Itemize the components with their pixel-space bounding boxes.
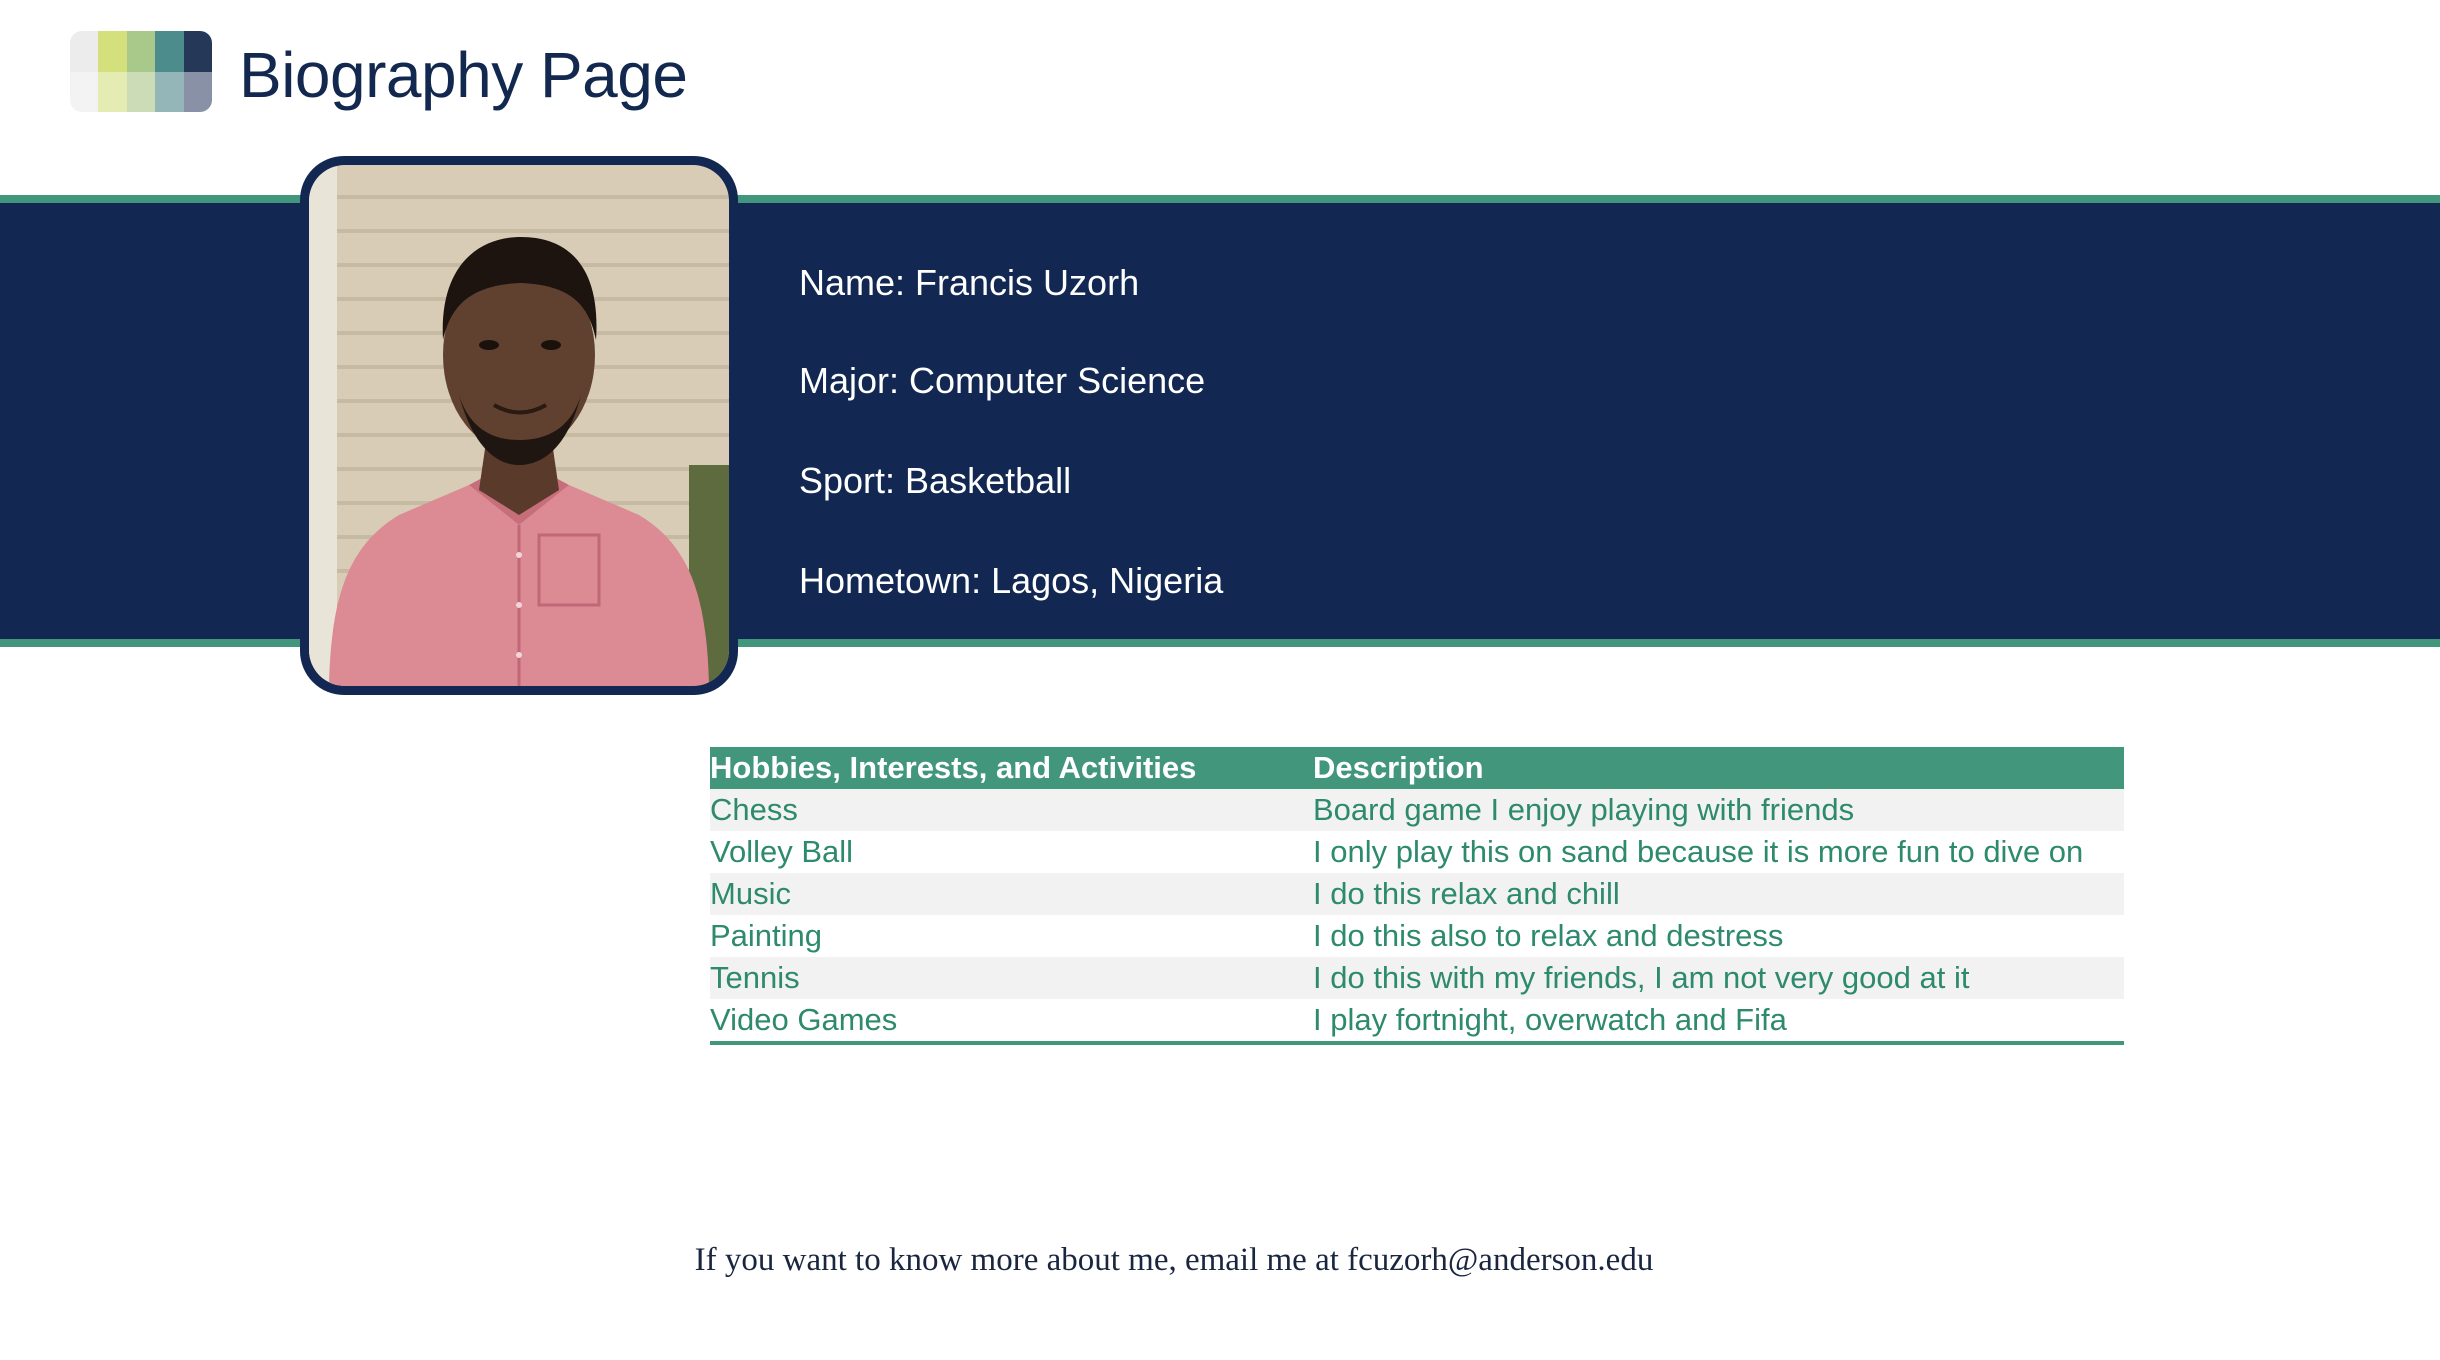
table-row	[710, 999, 2124, 1043]
description-cell: I do this with my friends, I am not very good at it	[1313, 957, 2124, 999]
hobby-cell: Volley Ball	[710, 831, 1313, 873]
hobbies-table	[710, 747, 2124, 1045]
bio-name: Name: Francis Uzorh	[799, 262, 1140, 303]
hobby-cell: Video Games	[710, 999, 1313, 1043]
profile-photo	[309, 165, 729, 686]
logo-cell	[127, 72, 155, 113]
logo-cell	[155, 31, 183, 72]
hobby-cell: Music	[710, 873, 1313, 915]
table-row	[710, 957, 2124, 999]
description-cell: I do this relax and chill	[1313, 873, 2124, 915]
table-row	[710, 789, 2124, 831]
logo-cell	[184, 72, 212, 113]
logo-cell	[98, 31, 126, 72]
hobby-cell: Painting	[710, 915, 1313, 957]
header-hobbies: Hobbies, Interests, and Activities	[710, 747, 1313, 789]
table-row	[710, 831, 2124, 873]
hobby-cell: Tennis	[710, 957, 1313, 999]
table-header-row	[710, 747, 2124, 789]
bio-major: Major: Computer Science	[799, 360, 1206, 401]
logo-cell	[184, 31, 212, 72]
profile-photo-frame	[300, 156, 738, 695]
bio-sport: Sport: Basketball	[799, 460, 1072, 501]
table-row	[710, 915, 2124, 957]
page-title: Biography Page	[239, 39, 688, 111]
contact-footer	[0, 1242, 2440, 1279]
hobby-cell: Chess	[710, 789, 1313, 831]
logo-cell	[127, 31, 155, 72]
description-cell: I only play this on sand because it is more fun to dive on	[1313, 831, 2124, 873]
table-row	[710, 873, 2124, 915]
logo-cell	[70, 72, 98, 113]
description-cell: Board game I enjoy playing with friends	[1313, 789, 2124, 831]
description-cell: I do this also to relax and destress	[1313, 915, 2124, 957]
logo-mosaic-icon	[70, 31, 212, 112]
bio-hometown: Hometown: Lagos, Nigeria	[799, 560, 1224, 601]
logo-cell	[155, 72, 183, 113]
person-portrait-icon	[309, 165, 729, 686]
description-cell: I play fortnight, overwatch and Fifa	[1313, 999, 2124, 1043]
header-description: Description	[1313, 747, 2124, 789]
contact-text: If you want to know more about me, email me at fcuzorh@anderson.edu	[694, 1242, 1654, 1278]
logo-cell	[70, 31, 98, 72]
logo-cell	[98, 72, 126, 113]
